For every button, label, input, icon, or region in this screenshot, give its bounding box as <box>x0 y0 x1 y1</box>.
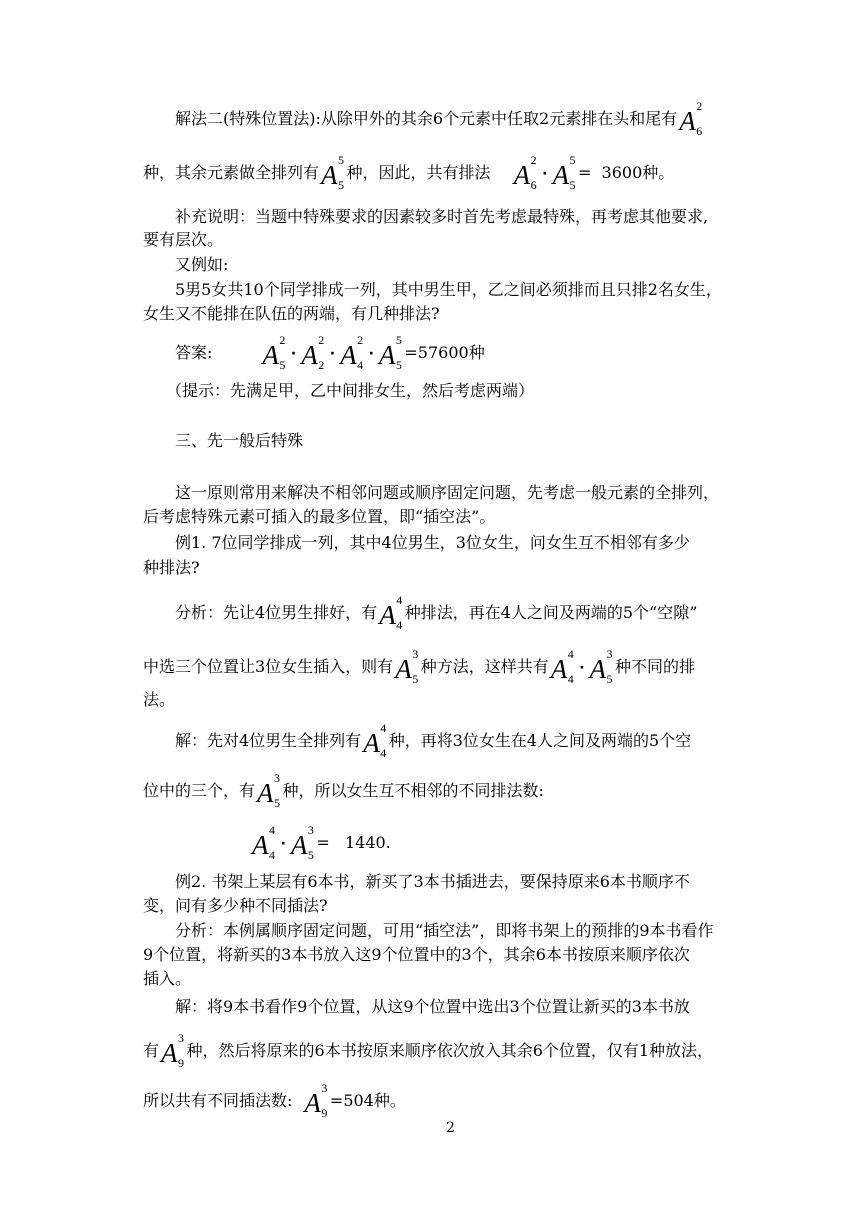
analysis2-line-3: 插入。 <box>143 969 192 988</box>
solution1-line-2: 位中的三个，有A 3 5 种，所以女生互不相邻的不同排法数: <box>143 771 544 810</box>
solution2-line-1: 解：将9本书看作9个位置，从这9个位置中选出3个位置让新买的3本书放 <box>175 997 690 1016</box>
permutation-A22: A 2 2 <box>301 333 325 372</box>
permutation-A93: A 3 9 <box>304 1081 328 1120</box>
example2-line-2: 变，问有多少种不同插法? <box>143 896 328 915</box>
answer-label: 答案: <box>175 343 213 362</box>
principle-line-2: 后考虑特殊元素可插入的最多位置，即“插空法”。 <box>143 507 496 526</box>
permutation-A44: A 4 4 <box>252 823 275 862</box>
solution1-line-1: 解：先对4位男生全排列有A 4 4 种，再将3位女生在4人之间及两端的5个空 <box>175 721 692 760</box>
solution1-result: 1440. <box>345 833 391 852</box>
permutation-A53: A 3 5 <box>257 771 281 810</box>
permutation-A55: A 5 5 <box>321 153 345 192</box>
permutation-A53: A 3 5 <box>395 647 419 686</box>
permutation-A44: A 4 4 <box>550 647 574 686</box>
hint: （提示：先满足甲，乙中间排女生，然后考虑两端） <box>166 381 535 400</box>
note-line-2: 要有层次。 <box>143 230 224 249</box>
permutation-A62: A 2 6 <box>513 153 537 192</box>
method2-result: 3600种。 <box>601 163 675 182</box>
analysis1-line-3: 法。 <box>143 690 176 709</box>
permutation-A42: A 2 4 <box>340 333 364 372</box>
example1-line-2: 种排法? <box>143 558 200 577</box>
solution2-result: =504种。 <box>329 1091 406 1110</box>
analysis2-line-1: 分析：本例属顺序固定问题，可用“插空法”，即将书架上的预排的9本书看作 <box>175 921 714 940</box>
principle-line-1: 这一原则常用来解决不相邻问题或顺序固定问题，先考虑一般元素的全排列， <box>175 483 720 502</box>
example-line-2: 女生又不能排在队伍的两端，有几种排法? <box>143 304 440 323</box>
section-heading-3: 三、先一般后特殊 <box>175 431 304 450</box>
example1-line-1: 例1. 7位同学排成一列，其中4位男生，3位女生，问女生互不相邻有多少 <box>175 533 690 552</box>
permutation-A53: A 3 5 <box>589 647 613 686</box>
permutation-A62: A 2 6 <box>679 99 703 138</box>
analysis2-line-2: 9个位置，将新买的3本书放入这9个位置中的3个，其余6本书按原来顺序依次 <box>143 945 690 964</box>
permutation-A44: A 4 4 <box>363 721 387 760</box>
example-line-1: 5男5女共10个同学排成一列，其中男生甲，乙之间必须排而且只排2名女生， <box>175 280 722 299</box>
permutation-A53: A 3 5 <box>290 823 314 862</box>
solution2-line-3: 所以共有不同插法数: A 3 9 =504种。 <box>143 1081 406 1120</box>
method2-intro: 解法二(特殊位置法):从除甲外的其余6个元素中任取2元素排在头和尾有 <box>175 109 678 128</box>
solution1-formula: A 4 4 · A 3 5 = 1440. <box>252 823 391 862</box>
method2-count-line: 种，其余元素做全排列有A 5 5 种，因此，共有排法 A 2 6 · A 5 5 = 3600种。 <box>143 153 675 192</box>
analysis1-line-1: 分析：先让4位男生排好，有A 4 4 种排法，再在4人之间及两端的5个“空隙” <box>175 593 698 632</box>
permutation-A55: A 5 5 <box>552 153 576 192</box>
note-line-1: 补充说明：当题中特殊要求的因素较多时首先考虑最特殊，再考虑其他要求, <box>175 207 709 226</box>
answer-result: =57600种 <box>404 343 485 362</box>
another-example-label: 又例如: <box>175 255 229 274</box>
analysis1-line-2: 中选三个位置让3位女生插入，则有A 3 5 种方法，这样共有A 4 4 · A 3 5 种不同的排 <box>143 647 696 686</box>
permutation-A52: A 2 5 <box>262 333 286 372</box>
answer-line: 答案: A 2 5 · A 2 2 · A 2 4 · A 5 5 =57600种 <box>175 333 485 372</box>
permutation-A55: A 5 5 <box>378 333 402 372</box>
permutation-A93: A 3 9 <box>161 1031 185 1070</box>
solution2-line-2: 有A 3 9 种，然后将原来的6本书按原来顺序依次放入其余6个位置，仅有1种放法， <box>143 1031 714 1070</box>
permutation-A44: A 4 4 <box>379 593 403 632</box>
example2-line-1: 例2. 书架上某层有6本书，新买了3本书插进去，要保持原来6本书顺序不 <box>175 872 690 891</box>
page-number: 2 <box>446 1120 455 1136</box>
method2-line <box>175 99 705 138</box>
